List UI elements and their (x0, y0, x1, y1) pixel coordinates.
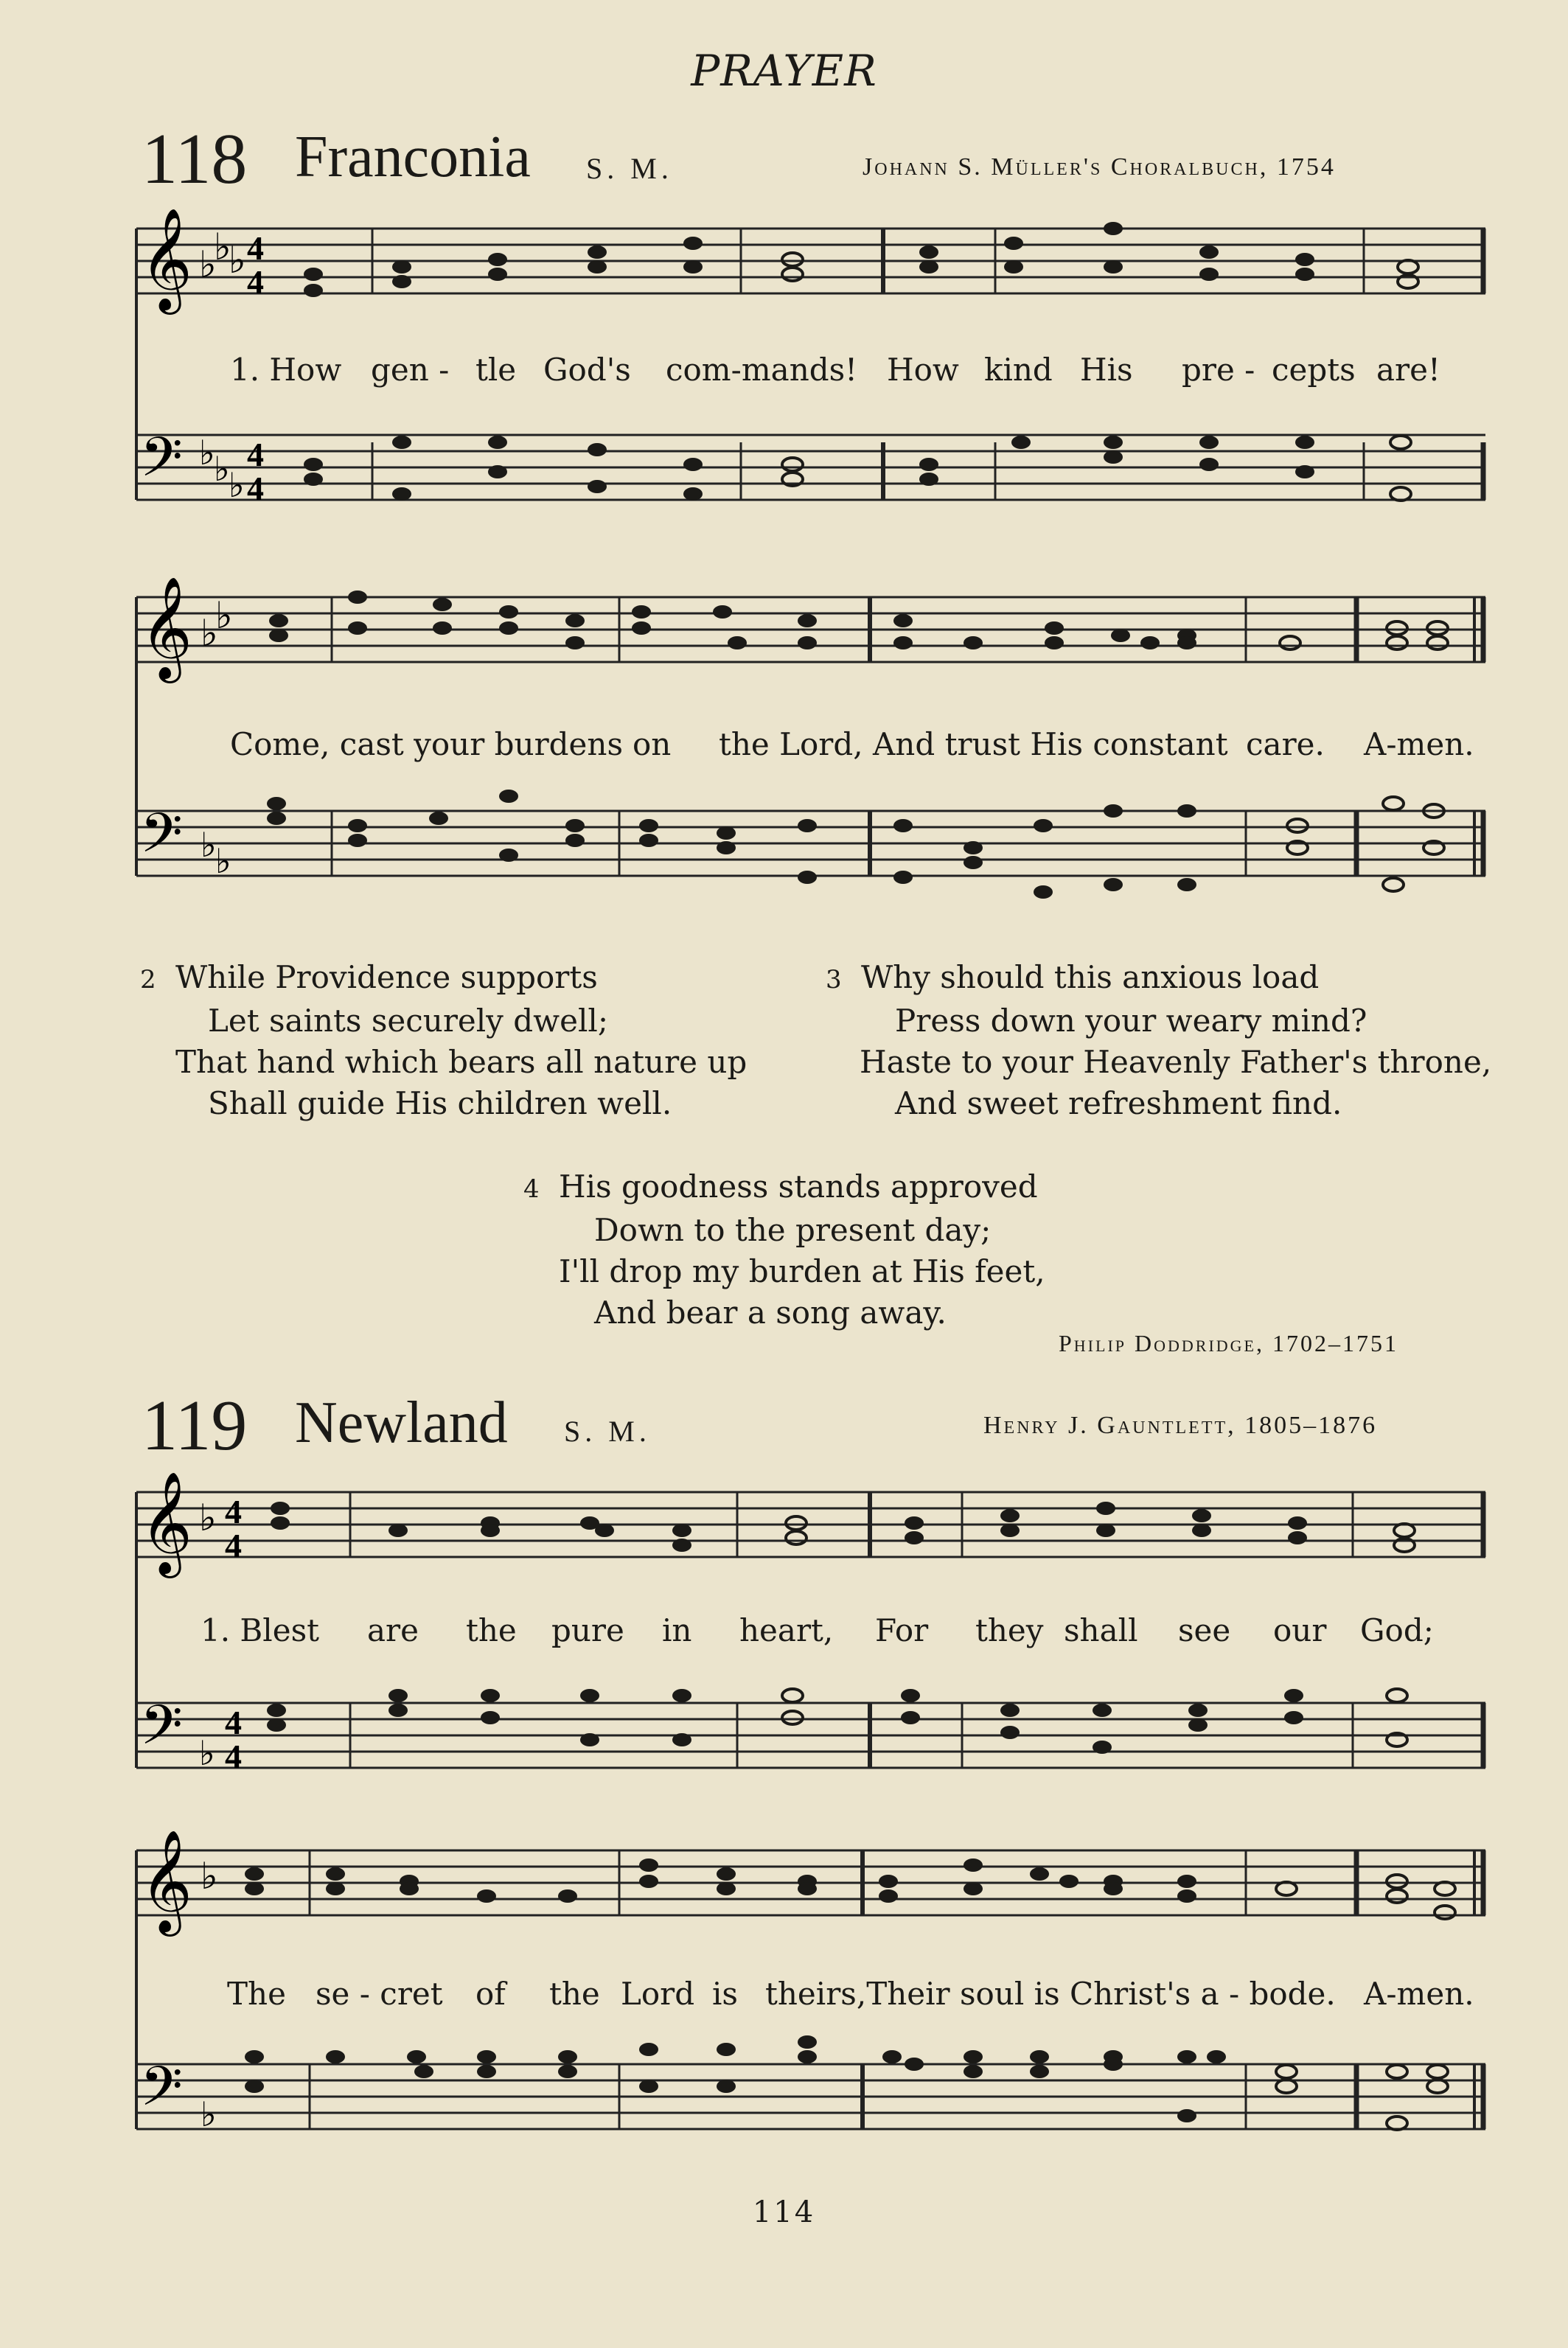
author-credit: Philip Doddridge, 1702–1751 (1059, 1330, 1398, 1356)
lyric-word: 1. How (230, 352, 342, 388)
tune-name: Newland (295, 1390, 508, 1455)
stanza-number: 3 (826, 965, 842, 994)
svg-text:♭: ♭ (215, 841, 231, 881)
hymn-number: 118 (142, 119, 248, 199)
lyric-word: on (633, 726, 672, 762)
hymn-meter: S. M. (564, 1415, 651, 1448)
lyric-word: A-men. (1364, 726, 1474, 762)
svg-text:♭: ♭ (199, 1733, 215, 1773)
svg-text:4: 4 (225, 1527, 242, 1564)
treble-staff (136, 576, 1485, 683)
lyric-word: Lord (621, 1976, 695, 2012)
stanza-line: Why should this anxious load (861, 959, 1320, 995)
svg-text:4: 4 (225, 1493, 242, 1530)
composer-credit: Henry J. Gauntlett, 1805–1876 (983, 1412, 1378, 1439)
hymn-number: 119 (142, 1386, 248, 1466)
lyric-word: are (367, 1612, 419, 1648)
stanza-line: And bear a song away. (594, 1295, 947, 1331)
svg-text:4: 4 (247, 470, 264, 507)
lyric-word: tle (475, 352, 517, 388)
svg-text:♭: ♭ (229, 465, 245, 505)
lyric-word: pure (551, 1612, 624, 1648)
lyric-word: kind (984, 352, 1053, 388)
stanza-line: While Providence supports (175, 959, 598, 995)
svg-text:♭: ♭ (201, 2094, 217, 2134)
treble-staff (136, 208, 1485, 315)
stanza-line: Down to the present day; (594, 1212, 992, 1248)
hymn-meter: S. M. (586, 152, 673, 185)
svg-text:4: 4 (225, 1704, 242, 1741)
lyric-word: of (475, 1976, 506, 2012)
stanza-4 (523, 1166, 1045, 1334)
svg-text:♭: ♭ (214, 226, 231, 268)
svg-text:♭: ♭ (214, 449, 230, 489)
treble-clef-icon: 𝄞 (140, 208, 192, 310)
svg-text:4: 4 (225, 1738, 242, 1775)
svg-text:♭: ♭ (199, 433, 215, 473)
bass-staff (136, 425, 1485, 507)
lyric-word: is (712, 1976, 738, 2012)
lyric-word: shall (1064, 1612, 1138, 1648)
treble-clef-icon: 𝄞 (140, 1830, 192, 1932)
composer-credit: Johann S. Müller's Choralbuch, 1754 (863, 153, 1336, 181)
stanza-line: That hand which bears all nature up (175, 1044, 748, 1080)
stanza-3 (826, 957, 1491, 1124)
bass-staff (136, 1693, 1485, 1775)
note-heads (267, 1502, 1415, 1754)
stanza-line: And sweet refreshment find. (895, 1085, 1342, 1121)
lyric-word: care. (1246, 726, 1325, 762)
bass-clef-icon: 𝄢 (140, 801, 183, 879)
treble-clef-icon: 𝄞 (140, 576, 192, 679)
treble-staff (136, 1471, 1485, 1578)
lyric-word: they (975, 1612, 1044, 1648)
lyric-word: gen - (371, 352, 450, 388)
svg-text:♭: ♭ (215, 594, 233, 637)
svg-text:4: 4 (247, 229, 264, 267)
svg-text:♭: ♭ (229, 239, 246, 282)
lyric-word: God's (543, 352, 631, 388)
svg-text:♭: ♭ (201, 612, 218, 655)
stanza-line: Press down your weary mind? (895, 1003, 1367, 1039)
lyric-word: theirs,Their soul is Christ's a - bode. (765, 1976, 1336, 2012)
treble-clef-icon: 𝄞 (140, 1471, 192, 1574)
lyric-word: A-men. (1364, 1976, 1474, 2012)
lyric-word: For (875, 1612, 929, 1648)
lyric-word: the (466, 1612, 517, 1648)
lyric-word: 1. Blest (201, 1612, 320, 1648)
page-number: 114 (752, 2195, 816, 2229)
lyric-word: heart, (739, 1612, 834, 1648)
lyric-word: in (662, 1612, 692, 1648)
lyric-word: are! (1376, 352, 1440, 388)
stanza-line: I'll drop my burden at His feet, (559, 1253, 1045, 1289)
lyric-word: Come, cast your burdens (230, 726, 623, 762)
lyric-word: the Lord, And trust His constant (719, 726, 1228, 762)
lyric-word: How (887, 352, 959, 388)
svg-text:4: 4 (247, 263, 264, 301)
bass-staff (136, 801, 1485, 881)
stanza-number: 2 (140, 965, 156, 994)
svg-text:♭: ♭ (201, 825, 217, 865)
bass-clef-icon: 𝄢 (140, 425, 183, 503)
lyric-word: pre - (1182, 352, 1255, 388)
svg-text:♭: ♭ (201, 1855, 218, 1898)
svg-text:♭: ♭ (199, 243, 217, 286)
stanza-line: Haste to your Heavenly Father's throne, (860, 1044, 1492, 1080)
stanza-2 (140, 957, 747, 1124)
stanza-line: His goodness stands approved (559, 1168, 1038, 1205)
bass-clef-icon: 𝄢 (140, 2055, 183, 2132)
tune-name: Franconia (295, 125, 531, 189)
lyric-word: com-mands! (666, 352, 858, 388)
lyric-word: our (1273, 1612, 1327, 1648)
svg-text:♭: ♭ (199, 1497, 217, 1539)
svg-text:4: 4 (247, 436, 264, 473)
lyric-word: His (1080, 352, 1133, 388)
lyric-word: God; (1360, 1612, 1434, 1648)
lyric-word: the (549, 1976, 600, 2012)
stanza-number: 4 (523, 1174, 540, 1204)
stanza-line: Let saints securely dwell; (208, 1003, 608, 1039)
lyric-word: se - cret (316, 1976, 443, 2012)
lyric-word: cepts (1272, 352, 1356, 388)
bass-clef-icon: 𝄢 (140, 1693, 183, 1771)
lyric-word: see (1178, 1612, 1231, 1648)
section-title: PRAYER (691, 46, 877, 96)
stanza-line: Shall guide His children well. (208, 1085, 672, 1121)
lyric-word: The (227, 1976, 286, 2012)
